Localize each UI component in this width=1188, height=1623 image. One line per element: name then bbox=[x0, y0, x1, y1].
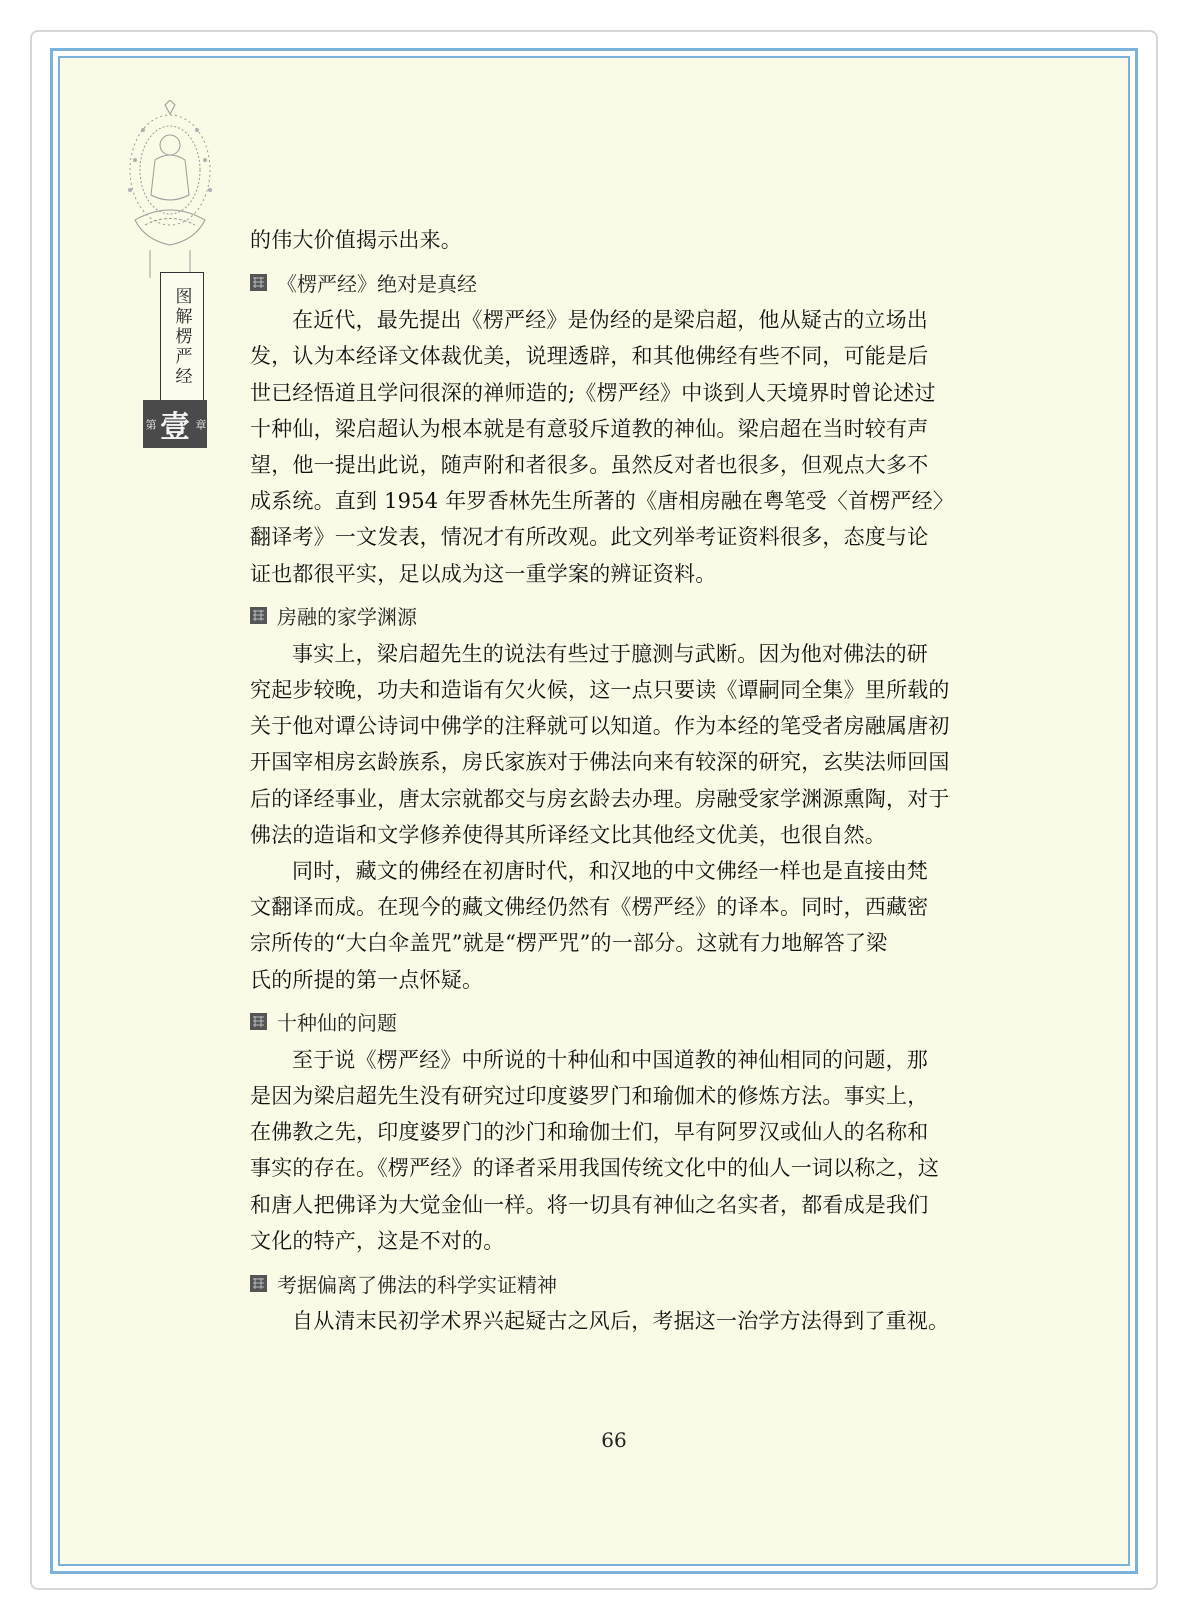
page-number: 66 bbox=[601, 1428, 627, 1452]
book-title-label bbox=[160, 272, 204, 402]
paragraph-line: 自从清末民初学术界兴起疑古之风后，考据这一治学方法得到了重视。 bbox=[292, 1309, 950, 1334]
paragraph-line: 在佛教之先，印度婆罗门的沙门和瑜伽士们，早有阿罗汉或仙人的名称和 bbox=[250, 1120, 929, 1145]
section-heading-text: 考据偏离了佛法的科学实证精神 bbox=[277, 1272, 557, 1297]
section-marker-icon bbox=[250, 607, 267, 624]
section-heading bbox=[250, 264, 995, 300]
paragraph-line: 究起步较晚，功夫和造诣有欠火候，这一点只要读《谭嗣同全集》里所载的 bbox=[250, 678, 950, 703]
buddha-ornament-icon bbox=[115, 100, 225, 280]
paragraph-line: 事实上，梁启超先生的说法有些过于臆测与武断。因为他对佛法的研 bbox=[292, 641, 928, 666]
paragraph-line: 和唐人把佛译为大觉金仙一样。将一切具有神仙之名实者，都看成是我们 bbox=[250, 1192, 929, 1217]
paragraph-line: 宗所传的“大白伞盖咒”就是“楞严咒”的一部分。这就有力地解答了梁 bbox=[250, 931, 888, 956]
paragraph-line: 关于他对谭公诗词中佛学的注释就可以知道。作为本经的笔受者房融属唐初 bbox=[250, 714, 950, 739]
paragraph-line: 后的译经事业，唐太宗就都交与房玄龄去办理。房融受家学渊源熏陶，对于 bbox=[250, 786, 950, 811]
paragraph-line: 开国宰相房玄龄族系，房氏家族对于佛法向来有较深的研究，玄奘法师回国 bbox=[250, 750, 950, 775]
intro-line: 的伟大价值揭示出来。 bbox=[250, 228, 462, 252]
paragraph-line: 望，他一提出此说，随声附和者很多。虽然反对者也很多，但观点大多不 bbox=[250, 453, 929, 478]
chapter-suffix: 章 bbox=[194, 418, 207, 430]
paragraph-line: 翻译考》一文发表，情况才有所改观。此文列举考证资料很多，态度与论 bbox=[250, 525, 929, 550]
paragraph-line: 在近代，最先提出《楞严经》是伪经的是梁启超，他从疑古的立场出 bbox=[292, 308, 928, 333]
section-heading bbox=[250, 1265, 995, 1301]
paragraph-line: 事实的存在。《楞严经》的译者采用我国传统文化中的仙人一词以称之，这 bbox=[250, 1156, 940, 1181]
paragraph-line: 氏的所提的第一点怀疑。 bbox=[250, 967, 484, 992]
paragraph-line: 佛法的造诣和文学修养使得其所译经文比其他经文优美，也很自然。 bbox=[250, 822, 886, 847]
section-marker-icon bbox=[250, 1013, 267, 1030]
section-heading bbox=[250, 598, 995, 634]
paragraph-line: 是因为梁启超先生没有研究过印度婆罗门和瑜伽术的修炼方法。事实上， bbox=[250, 1084, 929, 1109]
section-marker-icon bbox=[250, 274, 267, 291]
paragraph-line: 世已经悟道且学问很深的禅师造的;《楞严经》中谈到人天境界时曾论述过 bbox=[250, 380, 936, 405]
paragraph-line: 文化的特产，这是不对的。 bbox=[250, 1228, 505, 1253]
paragraph-line: 成系统。直到 1954 年罗香林先生所著的《唐相房融在粤笔受〈首楞严经〉 bbox=[250, 489, 954, 514]
section-heading bbox=[250, 1004, 995, 1040]
section-heading-text: 《楞严经》绝对是真经 bbox=[277, 271, 477, 296]
paragraph-line: 文翻译而成。在现今的藏文佛经仍然有《楞严经》的译本。同时，西藏密 bbox=[250, 895, 929, 920]
book-title-text: 图解楞严经 bbox=[171, 287, 192, 387]
body-text bbox=[250, 222, 995, 1339]
chapter-prefix: 第 bbox=[144, 418, 157, 430]
paragraph-line: 至于说《楞严经》中所说的十种仙和中国道教的神仙相同的问题，那 bbox=[292, 1047, 928, 1072]
paragraph-line: 发，认为本经译文体裁优美，说理透辟，和其他佛经有些不同，可能是后 bbox=[250, 344, 929, 369]
chapter-badge bbox=[143, 400, 207, 448]
chapter-number: 壹 bbox=[160, 410, 190, 445]
paragraph-line: 证也都很平实，足以成为这一重学案的辨证资料。 bbox=[250, 561, 717, 586]
paragraph-line: 十种仙，梁启超认为根本就是有意驳斥道教的神仙。梁启超在当时较有声 bbox=[250, 416, 929, 441]
paragraph-line: 同时，藏文的佛经在初唐时代，和汉地的中文佛经一样也是直接由梵 bbox=[292, 859, 928, 884]
section-heading-text: 十种仙的问题 bbox=[277, 1011, 397, 1036]
section-heading-text: 房融的家学渊源 bbox=[277, 605, 417, 630]
section-marker-icon bbox=[250, 1275, 267, 1292]
